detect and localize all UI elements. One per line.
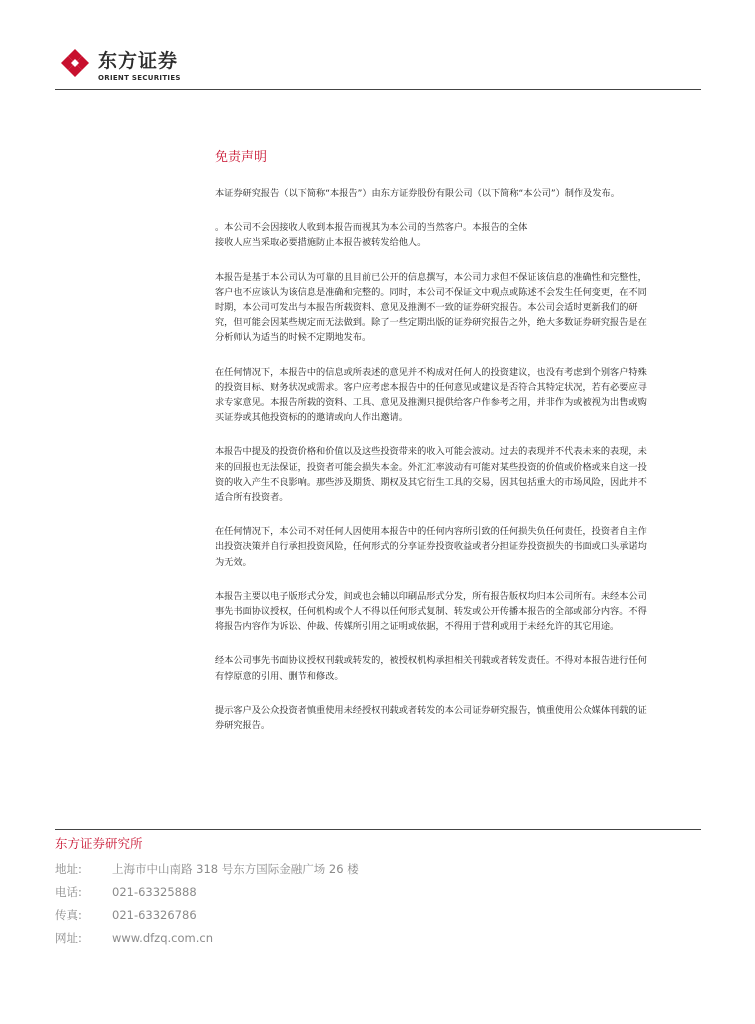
paragraph-line: 时期，本公司可发出与本报告所载资料、意见及推测不一致的证券研究报告。本公司会适时更新我们的研 [215, 302, 638, 314]
disclaimer-section [215, 150, 701, 752]
disclaimer-paragraph [215, 444, 701, 505]
disclaimer-paragraph [215, 653, 701, 683]
brand-name-en: ORIENT SECURITIES [98, 74, 181, 82]
disclaimer-title: 免责声明 [215, 150, 268, 165]
phone-label: 电话: [55, 885, 82, 899]
footer-address [55, 862, 359, 877]
footer-divider [55, 829, 701, 830]
brand-name-cn: 东方证券 [98, 50, 179, 72]
address-value: 上海市中山南路 318 号东方国际金融广场 26 楼 [112, 862, 359, 876]
footer-website [55, 931, 213, 946]
paragraph-line: 本证券研究报告（以下简称“本报告”）由东方证券股份有限公司（以下简称“本公司”）制作及发布。 [215, 188, 620, 199]
website-label: 网址: [55, 931, 82, 945]
paragraph-line: 提示客户及公众投资者慎重使用未经授权刊载或者转发的本公司证券研究报告，慎重使用公众媒体刊载的证 [215, 704, 647, 716]
disclaimer-body [215, 186, 701, 733]
orient-securities-logo-icon [60, 48, 90, 78]
footer-fax [55, 908, 197, 923]
paragraph-line: 。本公司不会因接收人收到本报告而视其为本公司的当然客户。本报告的全体 [215, 222, 528, 234]
paragraph-line: 将报告内容作为诉讼、仲裁、传媒所引用之证明或依据，不得用于营利或用于未经允许的其它用途。 [215, 621, 620, 633]
disclaimer-paragraph [215, 524, 701, 570]
disclaimer-paragraph [215, 589, 701, 635]
paragraph-line: 来的回报也无法保证，投资者可能会损失本金。外汇汇率波动有可能对某些投资的价值或价格或来自这一投 [215, 461, 647, 473]
disclaimer-paragraph [215, 220, 701, 250]
website-link[interactable]: www.dfzq.com.cn [112, 931, 213, 945]
fax-value: 021-63326786 [112, 908, 197, 922]
paragraph-line: 本报告主要以电子版形式分发，间或也会辅以印刷品形式分发，所有报告版权均归本公司所有。未经本公司 [215, 590, 647, 602]
paragraph-line: 事先书面协议授权，任何机构或个人不得以任何形式复制、转发或公开传播本报告的全部或部分内容。不得 [215, 606, 647, 618]
phone-value: 021-63325888 [112, 885, 197, 899]
disclaimer-paragraph [215, 365, 701, 426]
paragraph-line: 适合所有投资者。 [215, 492, 289, 504]
paragraph-line: 本报告中提及的投资价格和价值以及这些投资带来的收入可能会波动。过去的表现并不代表未来的表现，未 [215, 446, 647, 458]
paragraph-line: 经本公司事先书面协议授权刊载或转发的，被授权机构承担相关刊载或者转发责任。不得对本报告进行任何 [215, 655, 647, 667]
header-divider [55, 89, 701, 90]
paragraph-line: 本报告是基于本公司认为可靠的且目前已公开的信息撰写，本公司力求但不保证该信息的准确性和完整性， [215, 271, 647, 283]
disclaimer-paragraph [215, 270, 701, 346]
paragraph-line: 有悖原意的引用、删节和修改。 [215, 670, 344, 682]
address-label: 地址: [55, 862, 82, 876]
paragraph-line: 为无效。 [215, 556, 252, 568]
footer-phone [55, 885, 197, 900]
disclaimer-paragraph [215, 703, 701, 733]
paragraph-line: 券研究报告。 [215, 720, 271, 732]
footer-title: 东方证券研究所 [55, 836, 143, 851]
fax-label: 传真: [55, 908, 82, 922]
disclaimer-paragraph [215, 186, 701, 201]
paragraph-line: 在任何情况下，本公司不对任何人因使用本报告中的任何内容所引致的任何损失负任何责任，投资者自主作 [215, 526, 647, 538]
page-header [55, 44, 701, 90]
paragraph-line: 资的收入产生不良影响。那些涉及期货、期权及其它衍生工具的交易，因其包括重大的市场风险，因此并不 [215, 476, 647, 488]
paragraph-line: 的投资目标、财务状况或需求。客户应考虑本报告中的任何意见或建议是否符合其特定状况，若有必要应寻 [215, 381, 647, 393]
paragraph-line: 在任何情况下，本报告中的信息或所表述的意见并不构成对任何人的投资建议，也没有考虑到个别客户特殊 [215, 366, 647, 378]
paragraph-line: 买证券或其他投资标的的邀请或向人作出邀请。 [215, 412, 408, 424]
paragraph-line: 究，但可能会因某些规定而无法做到。除了一些定期出版的证券研究报告之外，绝大多数证券研究报告是在 [215, 317, 647, 329]
paragraph-line: 接收人应当采取必要措施防止本报告被转发给他人。 [215, 237, 427, 249]
paragraph-line: 客户也不应该认为该信息是准确和完整的。同时，本公司不保证文中观点或陈述不会发生任何变更，在不同 [215, 286, 647, 298]
paragraph-line: 出投资决策并自行承担投资风险，任何形式的分享证券投资收益或者分担证券投资损失的书面或口头承诺均 [215, 541, 647, 553]
paragraph-line: 求专家意见。本报告所载的资料、工具、意见及推测只提供给客户作参考之用，并非作为或被视为出售或购 [215, 397, 647, 409]
paragraph-line: 分析师认为适当的时候不定期地发布。 [215, 332, 372, 344]
